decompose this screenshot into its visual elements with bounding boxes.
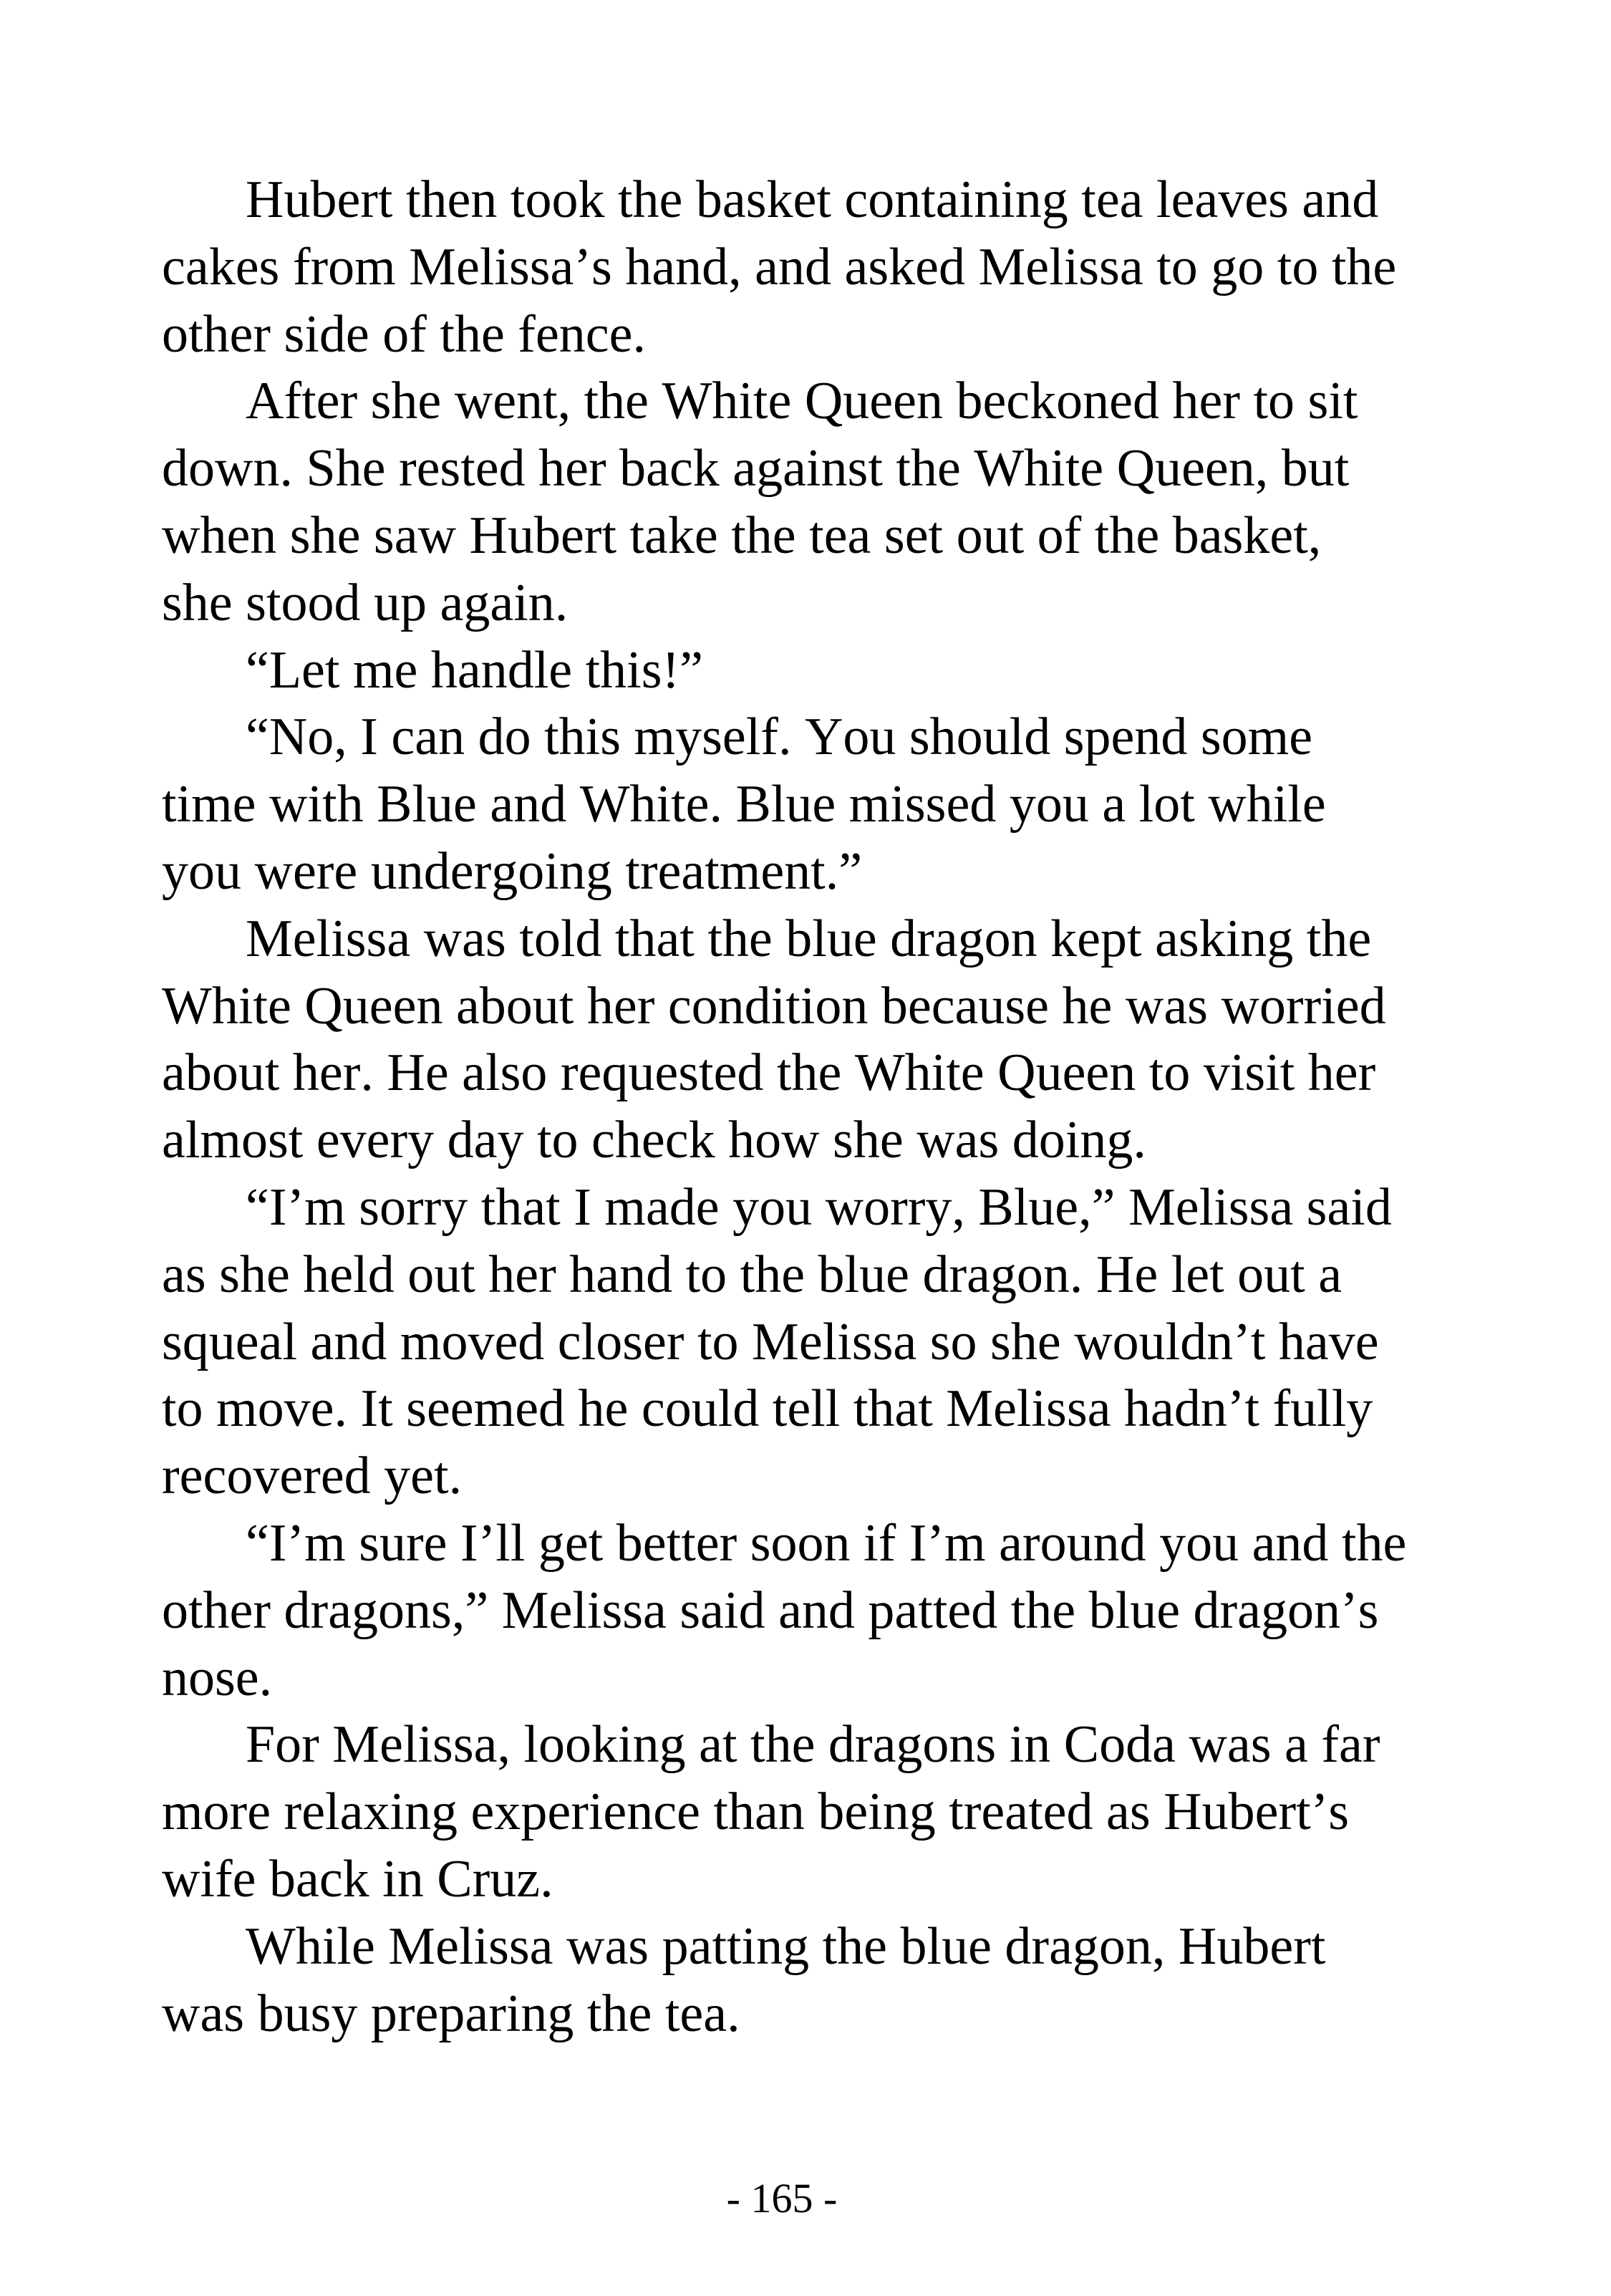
paragraph [162,637,1408,705]
paragraph [162,906,1408,1174]
text-line: she stood up again. [162,573,569,632]
text-line: After she went, the White Queen beckoned her to sit [246,372,1358,431]
text-line: For Melissa, looking at the dragons in Coda was a far [246,1715,1380,1775]
text-line: “I’m sure I’ll get better soon if I’m around you and the [246,1513,1407,1573]
text-line: “No, I can do this myself. You should spend some [246,708,1313,767]
text-line: you were undergoing treatment.” [162,841,863,901]
text-line: nose. [162,1648,273,1707]
paragraph [162,1174,1408,1510]
text-line: time with Blue and White. Blue missed you a lot while [162,775,1326,834]
page-text [162,167,1408,2047]
paragraph [162,1712,1408,1913]
paragraph [162,704,1408,905]
text-line: other dragons,” Melissa said and patted the blue dragon’s [162,1581,1379,1640]
text-line: White Queen about her condition because he was worried [162,976,1386,1036]
text-line: recovered yet. [162,1447,463,1506]
text-line: as she held out her hand to the blue dragon. He let out a [162,1245,1342,1304]
text-line: cakes from Melissa’s hand, and asked Melissa to go to the [162,237,1397,296]
text-line: when she saw Hubert take the tea set out of the basket, [162,506,1322,565]
text-line: more relaxing experience than being treated as Hubert’s [162,1783,1350,1842]
text-line: “I’m sorry that I made you worry, Blue,” Melissa said [246,1177,1392,1237]
text-line: about her. He also requested the White Queen to visit her [162,1043,1376,1103]
paragraph [162,1914,1408,2048]
paragraph [162,1510,1408,1712]
text-line: While Melissa was patting the blue dragon, Hubert [246,1916,1326,1976]
text-line: to move. It seemed he could tell that Melissa hadn’t fully [162,1379,1373,1439]
text-line: “Let me handle this!” [246,640,704,700]
text-line: Hubert then took the basket containing tea leaves and [246,170,1379,229]
text-line: almost every day to check how she was doing. [162,1111,1146,1170]
paragraph [162,368,1408,637]
text-line: Melissa was told that the blue dragon kept asking the [246,909,1372,968]
text-line: squeal and moved closer to Melissa so she wouldn’t have [162,1312,1379,1371]
page-number: - 165 - [726,2175,838,2222]
text-line: was busy preparing the tea. [162,1984,740,2043]
text-line: wife back in Cruz. [162,1849,553,1909]
paragraph [162,167,1408,368]
text-line: down. She rested her back against the White Queen, but [162,439,1350,498]
text-line: other side of the fence. [162,304,646,364]
